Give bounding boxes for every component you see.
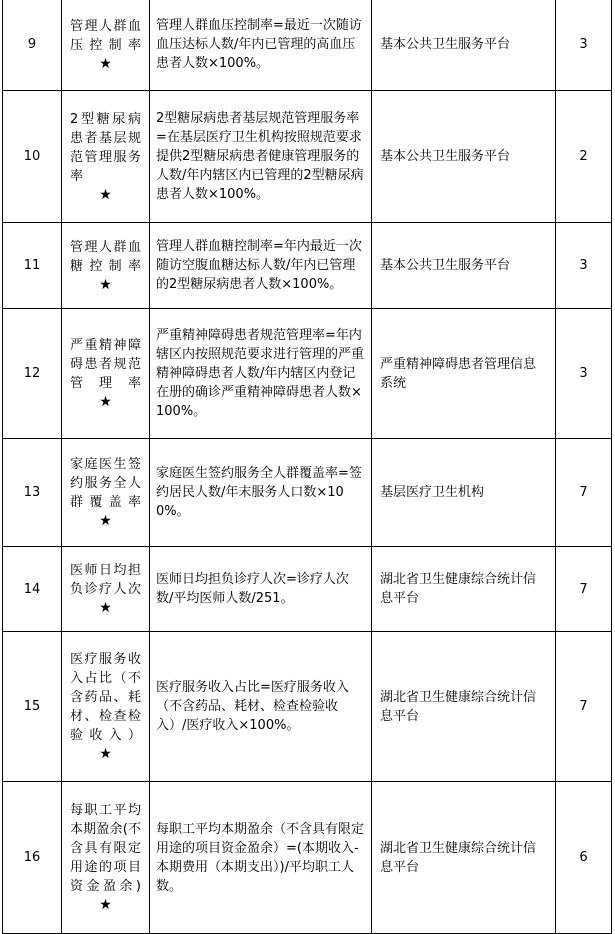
row-number: 10: [3, 91, 62, 223]
score: 3: [556, 223, 612, 309]
row-number: 14: [3, 547, 62, 632]
score: 7: [556, 439, 612, 547]
data-source: 严重精神障碍患者管理信息系统: [372, 309, 556, 439]
score: 7: [556, 547, 612, 632]
score: 2: [556, 91, 612, 223]
row-number: 13: [3, 439, 62, 547]
row-number: 15: [3, 632, 62, 782]
indicator-formula: 医师日均担负诊疗人次=诊疗人次数/平均医师人数/251。: [150, 547, 372, 632]
indicator-name: [62, 0, 150, 91]
indicator-name: [62, 223, 150, 309]
score: 6: [556, 782, 612, 934]
row-number: 11: [3, 223, 62, 309]
star-icon: ★: [99, 600, 112, 616]
table-row: [3, 632, 612, 782]
data-source: 基本公共卫生服务平台: [372, 0, 556, 91]
indicator-name: [62, 439, 150, 547]
star-icon: ★: [99, 513, 112, 529]
data-source: 基本公共卫生服务平台: [372, 223, 556, 309]
indicator-formula: 每职工平均本期盈余（不含具有限定用途的项目资金盈余）=(本期收入-本期费用（本期支出）)/平均职工人数。: [150, 782, 372, 934]
score: 3: [556, 309, 612, 439]
data-source: 基本公共卫生服务平台: [372, 91, 556, 223]
indicator-table: [2, 0, 612, 934]
row-number: 16: [3, 782, 62, 934]
indicator-formula: 管理人群血压控制率=最近一次随访血压达标人数/年内已管理的高血压患者人数×100%。: [150, 0, 372, 91]
indicator-name-text: 家庭医生签约服务全人群覆盖率: [70, 457, 141, 510]
indicator-formula: 严重精神障碍患者规范管理率=年内辖区内按照规范要求进行管理的严重精神障碍患者人数/年内辖区内登记在册的确诊严重精神障碍患者人数×100%。: [150, 309, 372, 439]
table-row: [3, 91, 612, 223]
star-icon: ★: [99, 897, 112, 913]
data-source: 湖北省卫生健康综合统计信息平台: [372, 782, 556, 934]
indicator-name-text: 医疗服务收入占比（不含药品、耗材、检查检验收入）: [70, 652, 141, 743]
table-row: [3, 0, 612, 91]
star-icon: ★: [99, 394, 112, 410]
indicator-formula: 医疗服务收入占比=医疗服务收入（不含药品、耗材、检查检验收入）/医疗收入×100%。: [150, 632, 372, 782]
indicator-name: [62, 782, 150, 934]
indicator-name: [62, 632, 150, 782]
table-row: [3, 223, 612, 309]
indicator-name: [62, 91, 150, 223]
star-icon: ★: [99, 55, 112, 72]
indicator-name-text: 2型糖尿病患者基层规范管理服务率: [70, 111, 141, 184]
score: 3: [556, 0, 612, 91]
star-icon: ★: [99, 276, 112, 293]
indicator-formula: 2型糖尿病患者基层规范管理服务率=在基层医疗卫生机构按照规范要求提供2型糖尿病患者健康管理服务的人数/年内辖区内已管理的2型糖尿病患者人数×100%。: [150, 91, 372, 223]
indicator-formula: 管理人群血糖控制率=年内最近一次随访空腹血糖达标人数/年内已管理的2型糖尿病患者人数×100%。: [150, 223, 372, 309]
indicator-name: [62, 309, 150, 439]
score: 7: [556, 632, 612, 782]
indicator-name-text: 管理人群血压控制率: [70, 18, 141, 53]
table-row: [3, 309, 612, 439]
table-row: [3, 439, 612, 547]
indicator-formula: 家庭医生签约服务全人群覆盖率=签约居民人数/年末服务人口数×100%。: [150, 439, 372, 547]
indicator-name-text: 每职工平均本期盈余(不含具有限定用途的项目资金盈余): [70, 803, 141, 894]
table-row: [3, 782, 612, 934]
data-source: 基层医疗卫生机构: [372, 439, 556, 547]
row-number: 12: [3, 309, 62, 439]
row-number: 9: [3, 0, 62, 91]
indicator-name-text: 医师日均担负诊疗人次: [70, 563, 141, 597]
indicator-name: [62, 547, 150, 632]
star-icon: ★: [99, 186, 112, 203]
data-source: 湖北省卫生健康综合统计信息平台: [372, 547, 556, 632]
star-icon: ★: [99, 746, 112, 762]
table-row: [3, 547, 612, 632]
data-source: 湖北省卫生健康综合统计信息平台: [372, 632, 556, 782]
indicator-name-text: 严重精神障碍患者规范管理率: [70, 338, 141, 391]
indicator-name-text: 管理人群血糖控制率: [70, 239, 141, 274]
